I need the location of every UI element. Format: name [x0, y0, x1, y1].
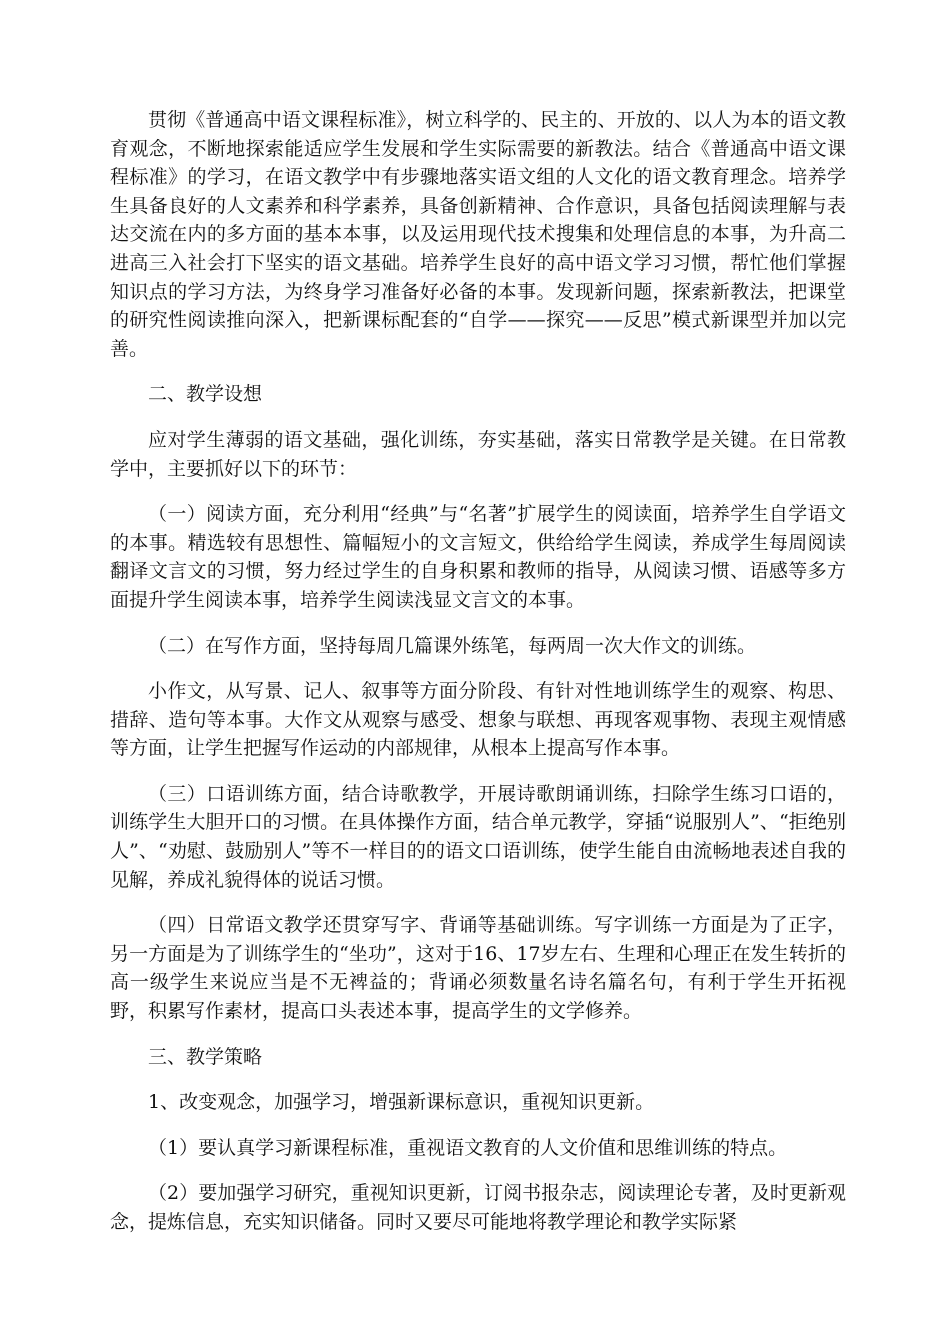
paragraph-basic-training: （四）日常语文教学还贯穿写字、背诵等基础训练。写字训练一方面是为了正字，另一方面是为了训练学生的“坐功”，这对于16、17岁左右、生理和心理正在发生转折的高一级学生来说应当是不无裨益的；背诵必须数量名诗名篇名句，有利于学生开拓视野，积累写作素材，提高口头表述本事，提高学生的文学修养。	[110, 914, 846, 1023]
section-heading-teaching-ideas: 二、教学设想	[148, 383, 263, 406]
paragraph-writing: （二）在写作方面，坚持每周几篇课外练笔，每两周一次大作文的训练。	[148, 634, 757, 657]
section-heading-teaching-strategy: 三、教学策略	[148, 1045, 263, 1068]
paragraph-intro: 贯彻《普通高中语文课程标准》，树立科学的、民主的、开放的、以人为本的语文教育观念，不断地探索能适应学生发展和学生实际需要的新教法。结合《普通高中语文课程标准》的学习，在语文教学中有步骤地落实语文组的人文化的语文教育理念。培养学生具备良好的人文素养和科学素养，具备创新精神、合作意识，具备包括阅读理解与表达交流在内的多方面的基本本事，以及运用现代技术搜集和处理信息的本事，为升高二进高三入社会打下坚实的语文基础。培养学生良好的高中语文学习习惯，帮忙他们掌握知识点的学习方法，为终身学习准备好必备的本事。发现新问题，探索新教法，把课堂的研究性阅读推向深入，把新课标配套的“自学——探究——反思”模式新课型并加以完善。	[110, 109, 846, 360]
document-body	[110, 106, 846, 1237]
paragraph-composition: 小作文，从写景、记人、叙事等方面分阶段、有针对性地训练学生的观察、构思、措辞、造句等本事。大作文从观察与感受、想象与联想、再现客观事物、表现主观情感等方面，让学生把握写作运动的内部规律，从根本上提高写作本事。	[110, 680, 846, 760]
paragraph-strategy-1: 1、改变观念，加强学习，增强新课标意识，重视知识更新。	[148, 1091, 655, 1114]
paragraph-strategy-1-item-2: （2）要加强学习研究，重视知识更新，订阅书报杂志，阅读理论专著，及时更新观念，提炼信息，充实知识储备。同时又要尽可能地将教学理论和教学实际紧	[110, 1182, 846, 1233]
paragraph-reading: （一）阅读方面，充分利用“经典”与“名著”扩展学生的阅读面，培养学生自学语文的本事。精选较有思想性、篇幅短小的文言短文，供给给学生阅读，养成学生每周阅读翻译文言文的习惯，努力经过学生的自身积累和教师的指导，从阅读习惯、语感等多方面提升学生阅读本事，培养学生阅读浅显文言文的本事。	[110, 503, 846, 611]
paragraph-oral-training: （三）口语训练方面，结合诗歌教学，开展诗歌朗诵训练，扫除学生练习口语的，训练学生大胆开口的习惯。在具体操作方面，结合单元教学，穿插“说服别人”、“拒绝别人”、“劝慰、鼓励别人”等不一样目的的语文口语训练，使学生能自由流畅地表述自我的见解，养成礼貌得体的说话习惯。	[110, 782, 846, 891]
paragraph-basics: 应对学生薄弱的语文基础，强化训练，夯实基础，落实日常教学是关键。在日常教学中，主要抓好以下的环节：	[110, 428, 846, 480]
paragraph-strategy-1-item-1: （1）要认真学习新课程标准，重视语文教育的人文价值和思维训练的特点。	[148, 1136, 788, 1159]
